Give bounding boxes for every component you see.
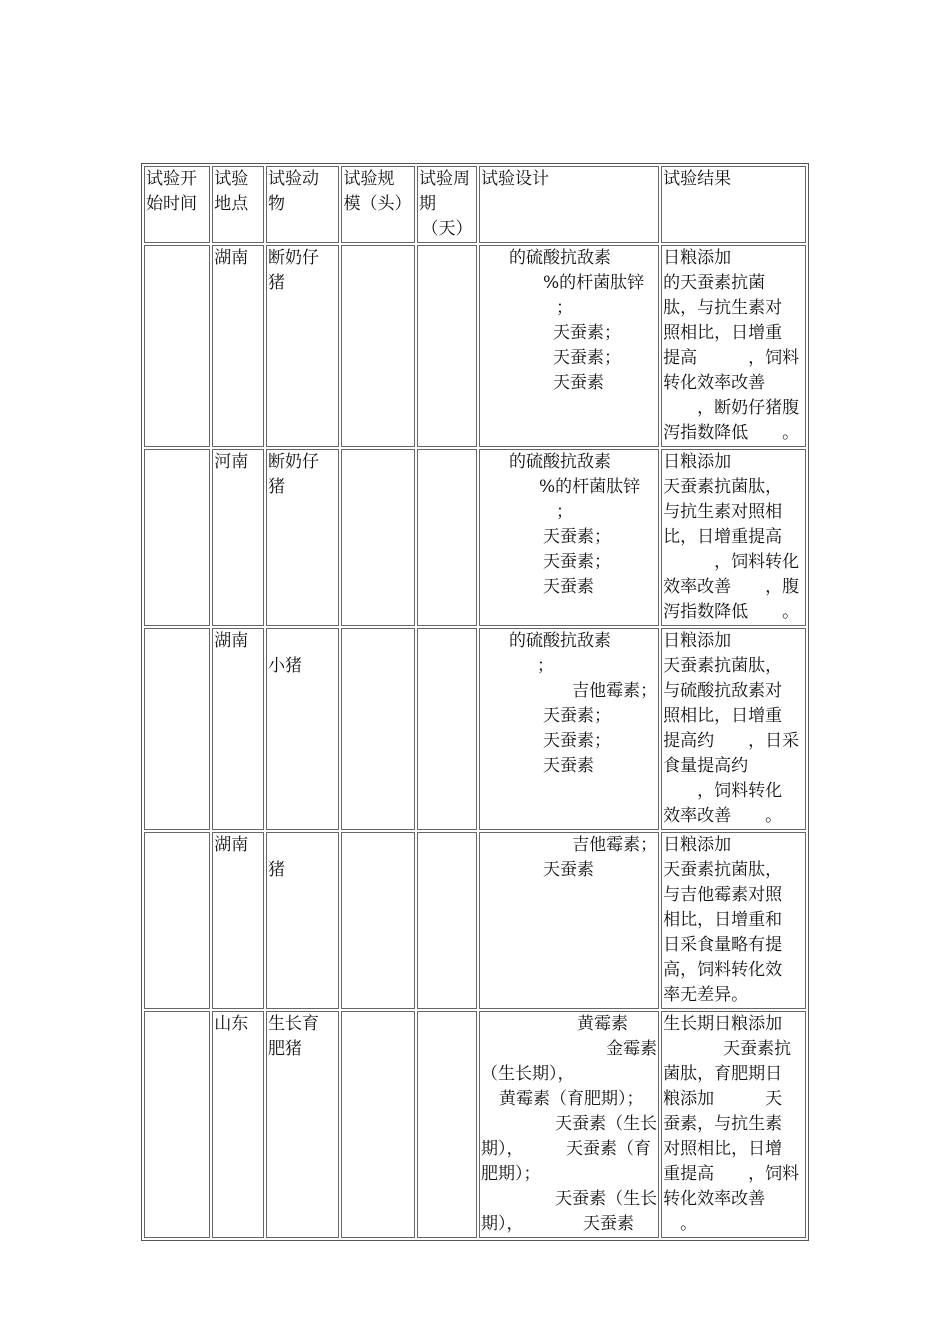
- table-row: [144, 628, 806, 830]
- result-cell: 日粮添加 的天蚕素抗菌 肽，与抗生素对 照相比，日增重 提高 ，饲料 转化效率改善 ，断奶仔猪腹 泻指数降低 。: [661, 245, 806, 447]
- period-cell: [417, 449, 477, 626]
- period-cell: [417, 832, 477, 1009]
- period-cell: [417, 245, 477, 447]
- start-time-cell: [144, 1011, 210, 1238]
- location-cell: 湖南: [212, 628, 264, 830]
- result-cell: 日粮添加 天蚕素抗菌肽， 与抗生素对照相 比，日增重提高 ，饲料转化 效率改善 ，腹 泻指数降低 。: [661, 449, 806, 626]
- animal-cell: 生长育 肥猪: [266, 1011, 339, 1238]
- header-scale: 试验规 模（头）: [341, 166, 414, 243]
- location-cell: 河南: [212, 449, 264, 626]
- header-start-time: 试验开 始时间: [144, 166, 210, 243]
- header-result: 试验结果: [661, 166, 806, 243]
- result-cell: 日粮添加 天蚕素抗菌肽， 与硫酸抗敌素对 照相比，日增重 提高约 ，日采 食量提高约 ，饲料转化 效率改善 。: [661, 628, 806, 830]
- start-time-cell: [144, 832, 210, 1009]
- location-cell: 湖南: [212, 245, 264, 447]
- trial-table: [141, 163, 809, 1241]
- table-row: [144, 449, 806, 626]
- animal-cell: 断奶仔 猪: [266, 449, 339, 626]
- start-time-cell: [144, 628, 210, 830]
- location-cell: 湖南: [212, 832, 264, 1009]
- scale-cell: [341, 832, 414, 1009]
- animal-cell: 断奶仔 猪: [266, 245, 339, 447]
- scale-cell: [341, 1011, 414, 1238]
- scale-cell: [341, 628, 414, 830]
- result-cell: 生长期日粮添加 天蚕素抗 菌肽，育肥期日 粮添加 天 蚕素，与抗生素 对照相比，日增 重提高 ，饲料 转化效率改善 。: [661, 1011, 806, 1238]
- header-location: 试验 地点: [212, 166, 264, 243]
- period-cell: [417, 1011, 477, 1238]
- table-row: [144, 1011, 806, 1238]
- animal-cell: 小猪: [266, 628, 339, 830]
- scale-cell: [341, 245, 414, 447]
- start-time-cell: [144, 449, 210, 626]
- scale-cell: [341, 449, 414, 626]
- animal-cell: 猪: [266, 832, 339, 1009]
- result-cell: 日粮添加 天蚕素抗菌肽， 与吉他霉素对照 相比，日增重和 日采食量略有提 高，饲料转化效 率无差异。: [661, 832, 806, 1009]
- header-design: 试验设计: [479, 166, 659, 243]
- period-cell: [417, 628, 477, 830]
- design-cell: 的硫酸抗敌素 %的杆菌肽锌 ； 天蚕素； 天蚕素； 天蚕素: [479, 449, 659, 626]
- design-cell: 的硫酸抗敌素 ； 吉他霉素； 天蚕素； 天蚕素； 天蚕素: [479, 628, 659, 830]
- location-cell: 山东: [212, 1011, 264, 1238]
- design-cell: 黄霉素 金霉素 （生长期）， 黄霉素（育肥期）； 天蚕素（生长 期）， 天蚕素（育 肥期）； 天蚕素（生长 期）， 天蚕素: [479, 1011, 659, 1238]
- table-row: [144, 832, 806, 1009]
- header-animal: 试验动 物: [266, 166, 339, 243]
- table-row: [144, 245, 806, 447]
- header-row: [144, 166, 806, 243]
- design-cell: 的硫酸抗敌素 %的杆菌肽锌 ； 天蚕素； 天蚕素； 天蚕素: [479, 245, 659, 447]
- design-cell: 吉他霉素； 天蚕素: [479, 832, 659, 1009]
- header-period: 试验周 期 （天）: [417, 166, 477, 243]
- start-time-cell: [144, 245, 210, 447]
